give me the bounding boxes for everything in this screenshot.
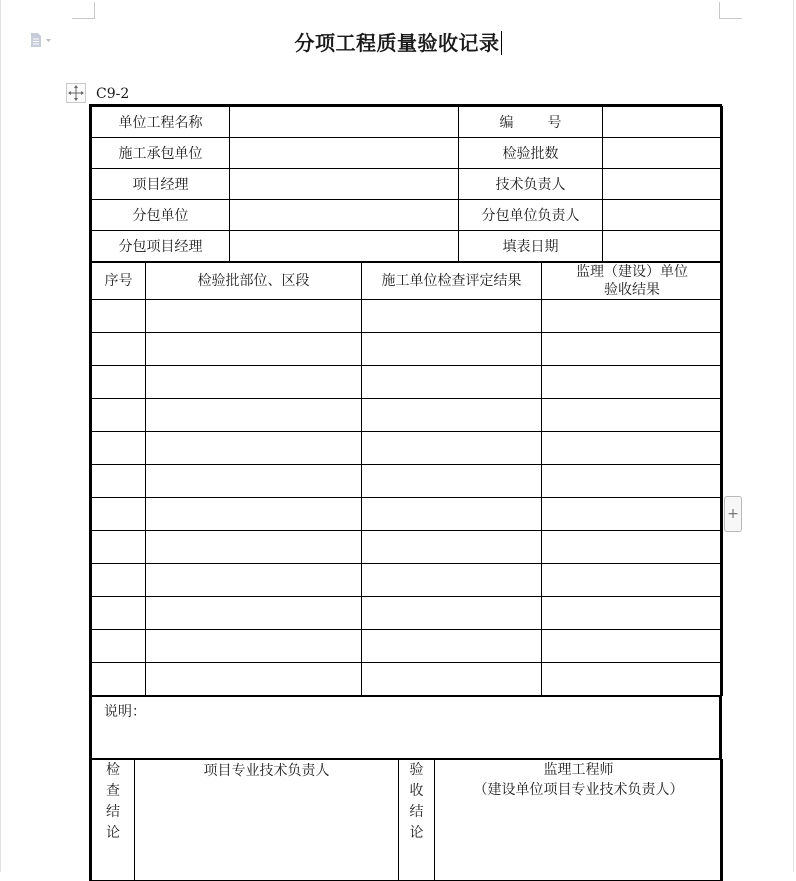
label-serial-number: 编 号 <box>459 107 603 138</box>
field-subcontractor[interactable] <box>230 200 459 231</box>
field-subcontractor-lead[interactable] <box>603 200 723 231</box>
table-row <box>92 366 723 399</box>
cell-contractor-result[interactable] <box>362 630 542 663</box>
column-header-row <box>92 263 723 300</box>
cell-location[interactable] <box>146 333 362 366</box>
field-batch-count[interactable] <box>603 138 723 169</box>
cell-location[interactable] <box>146 366 362 399</box>
cell-seq[interactable] <box>92 663 146 696</box>
cell-supervisor-result[interactable] <box>542 333 723 366</box>
label-subcontractor-lead: 分包单位负责人 <box>459 200 603 231</box>
notes-label: 说明： <box>104 704 146 720</box>
conclusion-table <box>91 759 723 881</box>
header-row <box>92 231 723 262</box>
cell-contractor-result[interactable] <box>362 465 542 498</box>
cell-supervisor-result[interactable] <box>542 663 723 696</box>
table-row <box>92 432 723 465</box>
label-project-manager: 项目经理 <box>92 169 230 200</box>
field-project-manager[interactable] <box>230 169 459 200</box>
notes-table <box>91 696 720 759</box>
cell-location[interactable] <box>146 630 362 663</box>
cell-supervisor-result[interactable] <box>542 564 723 597</box>
table-row <box>92 300 723 333</box>
cell-location[interactable] <box>146 432 362 465</box>
cell-seq[interactable] <box>92 333 146 366</box>
field-project-name[interactable] <box>230 107 459 138</box>
accept-signer: 监理工程师 <box>543 762 614 778</box>
table-row <box>92 399 723 432</box>
cell-seq[interactable] <box>92 531 146 564</box>
cell-seq[interactable] <box>92 399 146 432</box>
page-title[interactable]: 分项工程质量验收记录 <box>294 31 500 55</box>
inspection-table <box>91 262 723 696</box>
header-row <box>92 200 723 231</box>
cell-supervisor-result[interactable] <box>542 597 723 630</box>
accept-conclusion-label: 验 收 结 论 <box>399 760 435 881</box>
header-row <box>92 138 723 169</box>
cell-supervisor-result[interactable] <box>542 630 723 663</box>
field-serial-number[interactable] <box>603 107 723 138</box>
check-conclusion-label: 检 查 结 论 <box>92 760 135 881</box>
label-project-name: 单位工程名称 <box>92 107 230 138</box>
field-fill-date[interactable] <box>603 231 723 262</box>
inspection-form <box>89 104 722 881</box>
move-arrows-icon <box>67 84 85 102</box>
cell-supervisor-result[interactable] <box>542 300 723 333</box>
cell-seq[interactable] <box>92 432 146 465</box>
cell-contractor-result[interactable] <box>362 564 542 597</box>
table-row <box>92 564 723 597</box>
cell-location[interactable] <box>146 531 362 564</box>
cell-location[interactable] <box>146 564 362 597</box>
cell-contractor-result[interactable] <box>362 399 542 432</box>
check-signer: 项目专业技术负责人 <box>203 763 330 779</box>
table-move-handle[interactable] <box>66 83 86 103</box>
cell-seq[interactable] <box>92 300 146 333</box>
cell-location[interactable] <box>146 663 362 696</box>
cell-location[interactable] <box>146 465 362 498</box>
label-sub-project-manager: 分包项目经理 <box>92 231 230 262</box>
table-row <box>92 597 723 630</box>
label-batch-count: 检验批数 <box>459 138 603 169</box>
cell-location[interactable] <box>146 498 362 531</box>
cell-seq[interactable] <box>92 597 146 630</box>
table-row <box>92 531 723 564</box>
cell-supervisor-result[interactable] <box>542 399 723 432</box>
cell-location[interactable] <box>146 300 362 333</box>
field-contractor[interactable] <box>230 138 459 169</box>
table-row <box>92 333 723 366</box>
header-table <box>91 106 723 262</box>
label-subcontractor: 分包单位 <box>92 200 230 231</box>
cell-contractor-result[interactable] <box>362 498 542 531</box>
label-contractor: 施工承包单位 <box>92 138 230 169</box>
field-sub-project-manager[interactable] <box>230 231 459 262</box>
cell-contractor-result[interactable] <box>362 366 542 399</box>
add-row-button[interactable]: + <box>724 496 742 532</box>
table-row <box>92 663 723 696</box>
cell-supervisor-result[interactable] <box>542 465 723 498</box>
cell-supervisor-result[interactable] <box>542 531 723 564</box>
col-seq: 序号 <box>92 263 146 300</box>
text-caret <box>501 31 502 55</box>
table-row <box>92 630 723 663</box>
table-row <box>92 465 723 498</box>
accept-conclusion-field[interactable] <box>435 760 723 881</box>
cell-supervisor-result[interactable] <box>542 432 723 465</box>
notes-field[interactable] <box>92 697 720 759</box>
accept-signer-sub: （建设单位项目专业技术负责人） <box>473 782 684 798</box>
cell-contractor-result[interactable] <box>362 531 542 564</box>
cell-seq[interactable] <box>92 366 146 399</box>
col-supervisor-result: 监理（建设）单位 验收结果 <box>542 263 723 300</box>
cell-supervisor-result[interactable] <box>542 498 723 531</box>
cell-contractor-result[interactable] <box>362 597 542 630</box>
cell-seq[interactable] <box>92 630 146 663</box>
cell-seq[interactable] <box>92 498 146 531</box>
page-edge-right <box>793 0 794 872</box>
cell-location[interactable] <box>146 399 362 432</box>
col-contractor-result: 施工单位检查评定结果 <box>362 263 542 300</box>
cell-contractor-result[interactable] <box>362 300 542 333</box>
cell-contractor-result[interactable] <box>362 432 542 465</box>
cell-supervisor-result[interactable] <box>542 366 723 399</box>
cell-location[interactable] <box>146 597 362 630</box>
label-fill-date: 填表日期 <box>459 231 603 262</box>
header-row <box>92 169 723 200</box>
page-edge-left <box>0 0 1 872</box>
label-tech-lead: 技术负责人 <box>459 169 603 200</box>
form-code: C9-2 <box>96 86 130 102</box>
header-row <box>92 107 723 138</box>
cell-seq[interactable] <box>92 465 146 498</box>
field-tech-lead[interactable] <box>603 169 723 200</box>
col-location: 检验批部位、区段 <box>146 263 362 300</box>
cell-seq[interactable] <box>92 564 146 597</box>
cell-contractor-result[interactable] <box>362 663 542 696</box>
margin-corner-top-left <box>72 2 95 19</box>
check-conclusion-field[interactable] <box>135 760 399 881</box>
margin-corner-top-right <box>719 2 742 19</box>
table-row <box>92 498 723 531</box>
cell-contractor-result[interactable] <box>362 333 542 366</box>
